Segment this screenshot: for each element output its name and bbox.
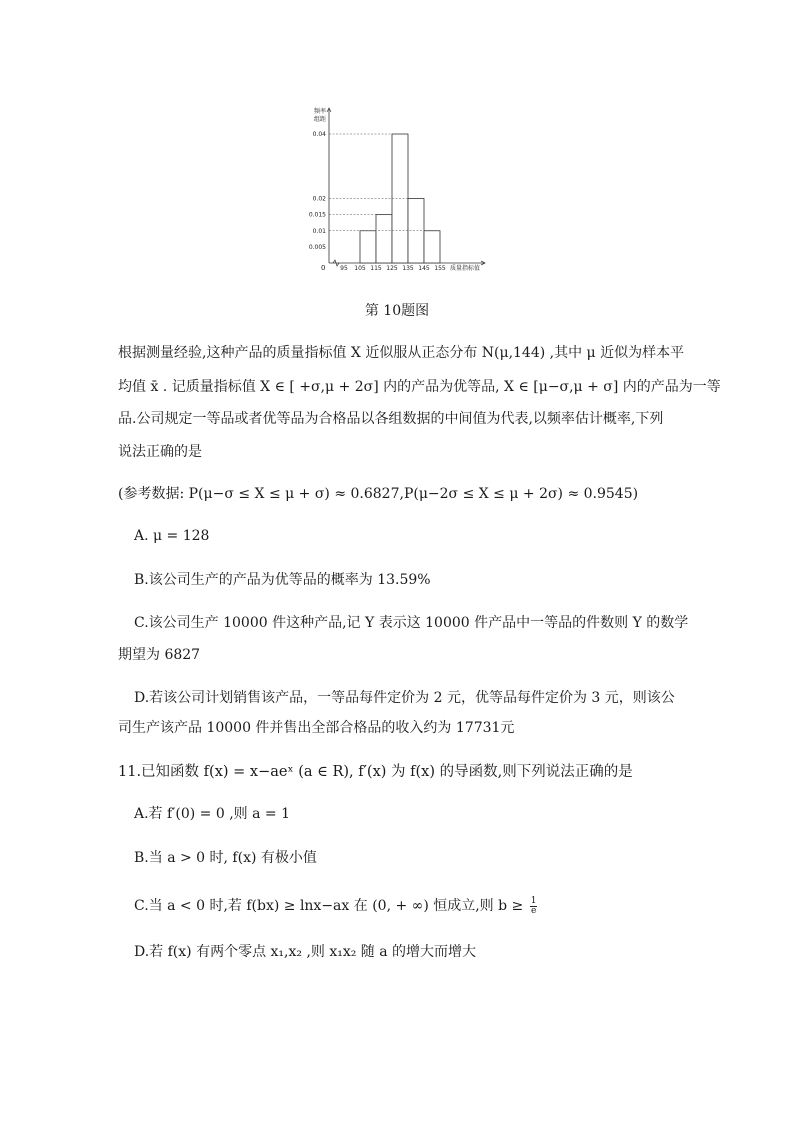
fraction-numerator: 1 xyxy=(530,895,537,906)
x-tick-label: 125 xyxy=(386,265,398,272)
para-line-1: 根据测量经验,这种产品的质量指标值 X 近似服从正态分布 N(μ,144) ,其中 μ 近似为样本平 xyxy=(118,345,685,361)
q11-option-d: D.若 f(x) 有两个零点 x₁,x₂ ,则 x₁x₂ 随 a 的增大而增大 xyxy=(134,944,477,960)
reference-data: (参考数据: P(μ−σ ≤ X ≤ μ + σ) ≈ 0.6827,P(μ−2σ ≤ X ≤ μ + 2σ) ≈ 0.9545) xyxy=(118,486,639,502)
q11-option-c-text: C.当 a < 0 时,若 f(bx) ≥ lnx−ax 在 (0, + ∞) 恒成立,则 b ≥ xyxy=(134,898,524,914)
q10-option-b: B.该公司生产的产品为优等品的概率为 13.59% xyxy=(134,572,431,588)
histogram-bar-0 xyxy=(360,231,376,263)
para-line-4: 说法正确的是 xyxy=(118,444,202,460)
frequency-histogram xyxy=(300,100,510,280)
q11-stem: 11.已知函数 f(x) = x−aeˣ (a ∈ R), f′(x) 为 f(x) 的导函数,则下列说法正确的是 xyxy=(118,764,633,780)
q11-option-b: B.当 a > 0 时, f(x) 有极小值 xyxy=(134,850,317,866)
x-axis-label: 质量指标值 xyxy=(450,265,481,272)
origin-label: 0 xyxy=(321,264,326,272)
y-tick-label: 0.015 xyxy=(308,211,326,219)
figure-caption: 第 10题图 xyxy=(364,303,430,319)
y-tick-label: 0.01 xyxy=(312,227,326,235)
y-tick-label: 0.04 xyxy=(312,131,326,138)
fraction-one-over-e xyxy=(530,897,538,916)
x-tick-label: 115 xyxy=(370,265,382,272)
para-line-3: 品.公司规定一等品或者优等品为合格品以各组数据的中间值为代表,以频率估计概率,下列 xyxy=(118,411,664,427)
x-tick-label: 105 xyxy=(354,265,366,272)
histogram-bar-4 xyxy=(424,231,440,263)
fraction-denominator: e xyxy=(530,905,537,916)
x-tick-label: 145 xyxy=(418,265,430,272)
q10-option-d-line-1: D.若该公司计划销售该产品，一等品每件定价为 2 元，优等品每件定价为 3 元，则该公 xyxy=(134,690,675,706)
y-axis-label-top: 频率 xyxy=(314,108,327,115)
q10-option-c-line-2: 期望为 6827 xyxy=(118,647,201,663)
y-tick-label: 0.005 xyxy=(308,243,326,251)
q10-option-a: A. μ = 128 xyxy=(134,528,210,544)
para-line-2: 均值 x̄ . 记质量指标值 X ∈ [ +σ,μ + 2σ] 内的产品为优等品, X ∈ [μ−σ,μ + σ] 内的产品为一等 xyxy=(118,379,721,395)
x-tick-label: 135 xyxy=(402,265,414,272)
y-axis-label-bottom: 组距 xyxy=(314,116,327,123)
x-tick-label: 95 xyxy=(340,265,348,272)
q10-option-d-line-2: 司生产该产品 10000 件并售出全部合格品的收入约为 17731元 xyxy=(118,720,515,736)
q11-option-a: A.若 f′(0) = 0 ,则 a = 1 xyxy=(134,806,290,822)
q11-option-c xyxy=(134,896,537,916)
histogram-bar-1 xyxy=(376,215,392,263)
q10-option-c-line-1: C.该公司生产 10000 件这种产品,记 Y 表示这 10000 件产品中一等品的件数则 Y 的数学 xyxy=(134,615,689,631)
x-tick-label: 155 xyxy=(434,265,446,272)
y-tick-label: 0.02 xyxy=(312,195,326,203)
